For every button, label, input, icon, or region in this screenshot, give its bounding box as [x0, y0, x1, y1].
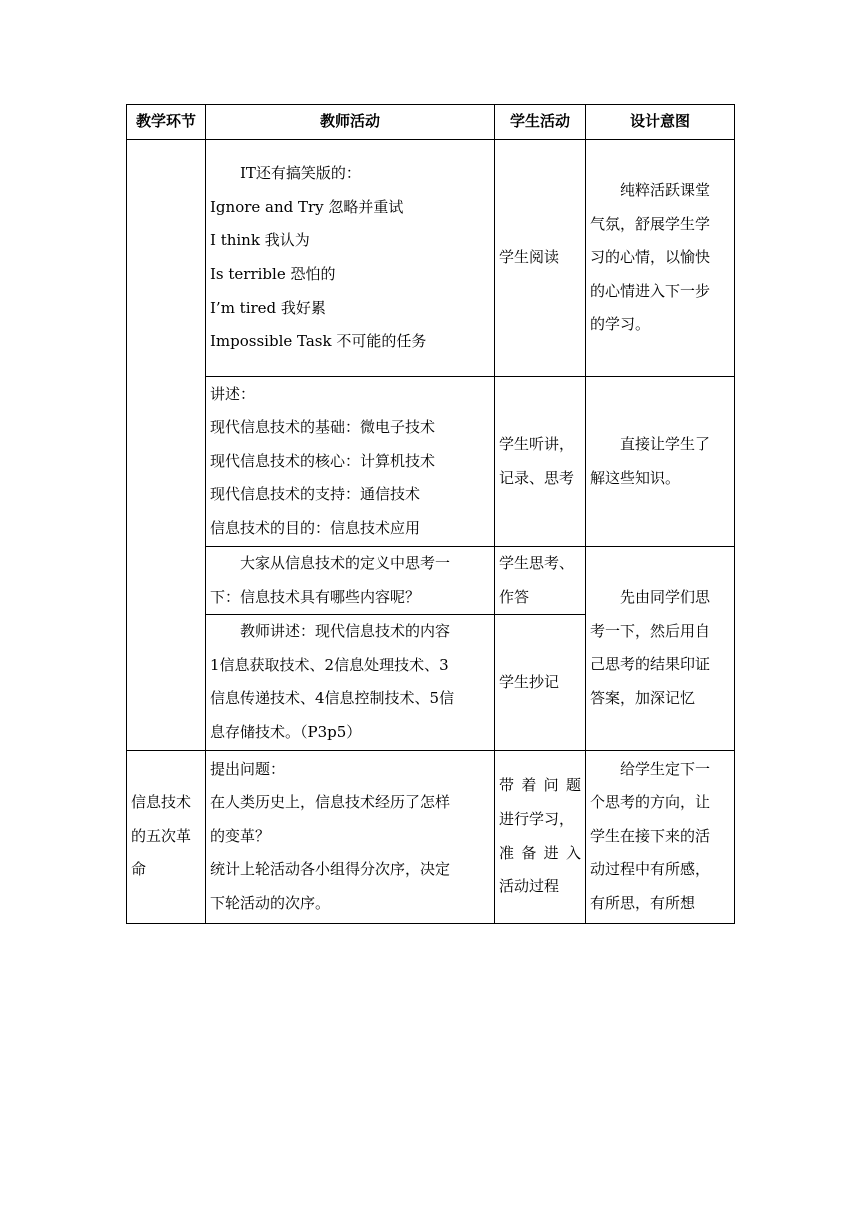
teacher-line: 1信息获取技术、2信息处理技术、3: [210, 655, 449, 674]
teacher-line: 现代信息技术的基础：微电子技术: [210, 418, 436, 437]
section-line: 信息技术: [131, 793, 192, 812]
teacher-line: 提出问题：: [210, 759, 286, 778]
teacher-line: 现代信息技术的支持：通信技术: [210, 485, 421, 504]
design-line: 解这些知识。: [590, 468, 681, 487]
teacher-line: I think 我认为: [210, 231, 310, 250]
table-row: [127, 750, 735, 923]
teacher-line: 的变革？: [210, 826, 271, 845]
design-line: 习的心情，以愉快: [590, 248, 711, 267]
design-line: 直接让学生了: [620, 434, 711, 453]
student-line: 进行学习，: [499, 809, 575, 828]
teacher-line: Impossible Task 不可能的任务: [210, 332, 427, 351]
student-line: 学生思考、: [499, 554, 575, 572]
design-line: 的心情进入下一步: [590, 281, 711, 300]
teacher-line: 信息传递技术、4信息控制技术、5信: [210, 689, 455, 708]
teacher-activity-cell: [206, 750, 495, 923]
header-row: [127, 105, 735, 140]
design-line: 个思考的方向，让: [590, 793, 711, 812]
teacher-line: 统计上轮活动各小组得分次序，决定: [210, 860, 451, 879]
student-line: 学生听讲，: [499, 434, 575, 453]
student-activity-cell: 学生抄记: [495, 615, 586, 750]
design-line: 答案，加深记忆: [590, 688, 696, 707]
design-line: 学生在接下来的活: [590, 826, 711, 845]
table-row: [127, 140, 735, 377]
teacher-line: 在人类历史上，信息技术经历了怎样: [210, 793, 451, 812]
student-line: 带着问题: [499, 776, 581, 795]
teacher-line: 现代信息技术的核心：计算机技术: [210, 451, 436, 470]
section-line: 的五次革: [131, 826, 192, 845]
header-design: 设计意图: [586, 105, 735, 140]
teacher-line: 讲述：: [210, 384, 256, 403]
teacher-line: 下轮活动的次序。: [210, 893, 331, 912]
design-intent-cell: [586, 140, 735, 377]
student-activity-cell: [495, 750, 586, 923]
design-intent-cell: [586, 547, 735, 751]
design-line: 的学习。: [590, 315, 651, 334]
design-line: 给学生定下一: [620, 759, 711, 778]
student-line: 活动过程: [499, 877, 560, 896]
teacher-line: Is terrible 恐怕的: [210, 265, 336, 283]
design-intent-cell: [586, 377, 735, 547]
teacher-line: I’m tired 我好累: [210, 298, 326, 317]
teacher-line: Ignore and Try 忽略并重试: [210, 197, 404, 216]
student-activity-cell: [495, 547, 586, 615]
teacher-line: 息存储技术。（P3p5）: [210, 722, 362, 741]
student-line: 记录、思考: [499, 468, 575, 487]
header-teacher: 教师活动: [206, 105, 495, 140]
student-activity-cell: 学生阅读: [495, 140, 586, 377]
design-line: 气氛，舒展学生学: [590, 214, 711, 233]
section-cell: [127, 750, 206, 923]
section-cell-empty: [127, 140, 206, 751]
teacher-line: 信息技术的目的：信息技术应用: [210, 518, 421, 537]
design-line: 先由同学们思: [620, 588, 711, 607]
table-row: [127, 377, 735, 547]
design-line: 考一下，然后用自: [590, 621, 711, 640]
design-intent-cell: [586, 750, 735, 923]
design-line: 己思考的结果印证: [590, 655, 711, 674]
teacher-activity-cell: [206, 140, 495, 377]
student-activity-cell: [495, 377, 586, 547]
teacher-line: 下：信息技术具有哪些内容呢？: [210, 587, 421, 606]
teacher-activity-cell: [206, 377, 495, 547]
design-line: 动过程中有所感，: [590, 860, 711, 879]
teacher-line: IT还有搞笑版的：: [240, 164, 361, 183]
teacher-activity-cell: [206, 547, 495, 615]
teacher-activity-cell: [206, 615, 495, 750]
design-line: 纯粹活跃课堂: [620, 181, 711, 200]
student-line: 作答: [499, 587, 530, 606]
header-section: 教学环节: [127, 105, 206, 140]
design-line: 有所思，有所想: [590, 893, 696, 912]
table-row: [127, 547, 735, 615]
student-line: 准备进入: [499, 843, 581, 862]
teacher-line: 教师讲述：现代信息技术的内容: [240, 622, 451, 641]
section-line: 命: [131, 860, 147, 879]
teacher-line: 大家从信息技术的定义中思考一: [240, 554, 451, 572]
header-student: 学生活动: [495, 105, 586, 140]
lesson-plan-table: [126, 104, 735, 924]
